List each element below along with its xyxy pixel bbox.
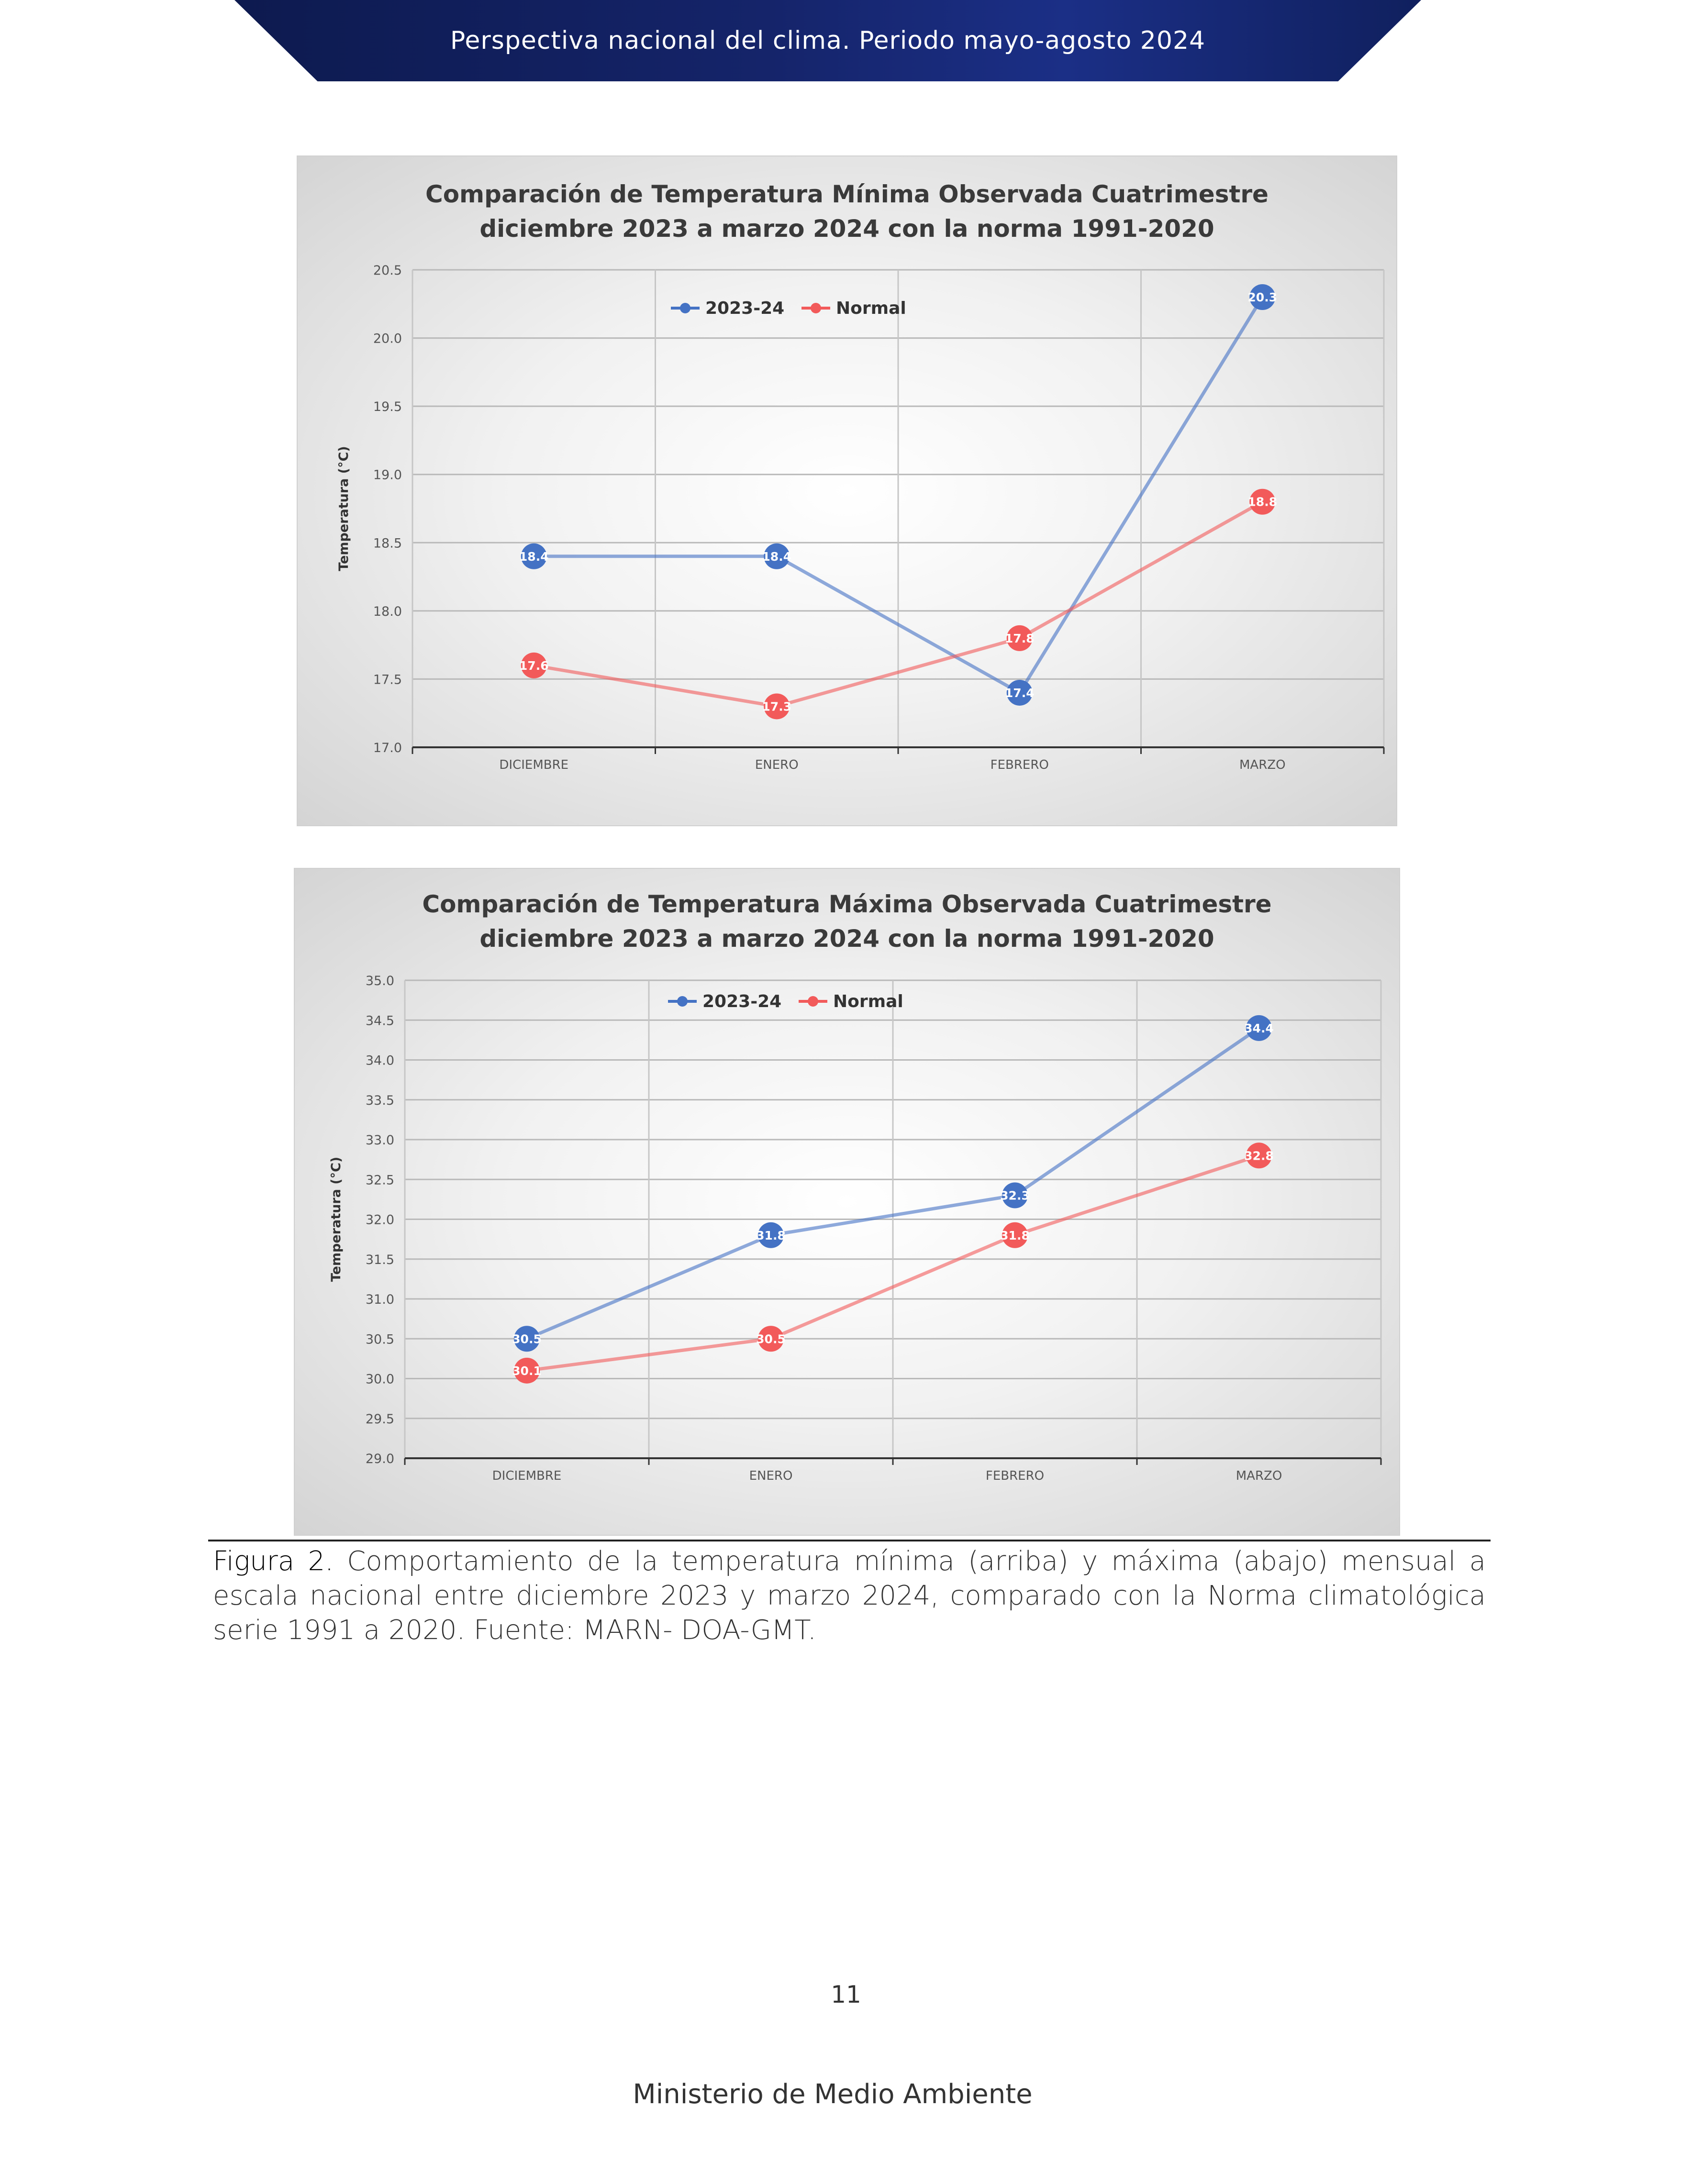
y-tick-label: 17.5 xyxy=(373,672,402,687)
data-label: 34.4 xyxy=(1244,1021,1274,1035)
data-label: 17.4 xyxy=(1004,686,1035,700)
data-label: 31.8 xyxy=(756,1228,786,1242)
chart-min-temperature xyxy=(297,155,1397,826)
data-label: 17.8 xyxy=(1004,631,1035,645)
y-tick-label: 20.5 xyxy=(373,263,402,278)
caption-rule xyxy=(208,1540,1491,1541)
y-tick-label: 20.0 xyxy=(373,331,402,346)
legend-marker xyxy=(808,996,818,1007)
footer-text: Ministerio de Medio Ambiente xyxy=(633,2079,1033,2110)
x-tick-label: MARZO xyxy=(1236,1469,1282,1483)
x-tick-label: ENERO xyxy=(755,758,799,772)
data-label: 30.5 xyxy=(512,1332,542,1346)
y-tick-label: 32.5 xyxy=(365,1173,394,1188)
y-tick-label: 29.0 xyxy=(365,1452,394,1466)
data-label: 32.8 xyxy=(1244,1149,1274,1163)
legend-label: 2023-24 xyxy=(702,992,782,1011)
caption-label: Figura 2. xyxy=(213,1546,334,1577)
y-tick-label: 17.0 xyxy=(373,741,402,755)
caption-text: Comportamiento de la temperatura mínima (arriba) y máxima (abajo) mensual a escala nacional entre diciembre 2023 y marzo 2024, comparado con la Norma climatológica serie 1991 a 2020. Fuente: MARN- DOA-GMT. xyxy=(213,1546,1486,1646)
y-tick-label: 30.0 xyxy=(365,1372,394,1387)
y-tick-label: 18.0 xyxy=(373,604,402,619)
data-label: 32.3 xyxy=(1000,1188,1030,1203)
chart-title-line1: Comparación de Temperatura Mínima Observada Cuatrimestre xyxy=(425,180,1269,208)
chart-max-temperature-plot xyxy=(295,869,1399,1535)
chart-title-line2: diciembre 2023 a marzo 2024 con la norma 1991-2020 xyxy=(479,925,1214,953)
data-label: 30.1 xyxy=(512,1364,542,1378)
y-tick-label: 35.0 xyxy=(365,974,394,988)
figure-caption xyxy=(213,1544,1486,1648)
x-tick-label: DICIEMBRE xyxy=(492,1469,562,1483)
header-title: Perspectiva nacional del clima. Periodo mayo-agosto 2024 xyxy=(450,26,1206,55)
legend-label: Normal xyxy=(836,299,906,318)
chart-min-temperature-plot xyxy=(298,156,1396,825)
page-number: 11 xyxy=(831,1981,861,2008)
y-tick-label: 33.0 xyxy=(365,1133,394,1148)
chart-title-line1: Comparación de Temperatura Máxima Observada Cuatrimestre xyxy=(422,890,1272,918)
y-tick-label: 31.0 xyxy=(365,1292,394,1307)
x-tick-label: MARZO xyxy=(1239,758,1286,772)
y-tick-label: 34.0 xyxy=(365,1053,394,1068)
legend-marker xyxy=(811,303,821,313)
data-label: 31.8 xyxy=(1000,1228,1030,1242)
y-tick-label: 34.5 xyxy=(365,1013,394,1029)
data-label: 30.5 xyxy=(756,1332,786,1346)
x-tick-label: FEBRERO xyxy=(990,758,1049,772)
x-tick-label: FEBRERO xyxy=(985,1469,1045,1483)
chart-max-temperature xyxy=(294,868,1400,1536)
y-axis-label: Temperatura (°C) xyxy=(336,446,351,571)
data-label: 17.3 xyxy=(762,699,792,714)
data-label: 18.4 xyxy=(519,549,549,564)
chart-title-line2: diciembre 2023 a marzo 2024 con la norma 1991-2020 xyxy=(479,215,1214,243)
data-label: 18.8 xyxy=(1247,495,1278,509)
y-tick-label: 32.0 xyxy=(365,1212,394,1228)
legend-marker xyxy=(680,303,690,313)
legend-label: 2023-24 xyxy=(705,299,785,318)
data-label: 18.4 xyxy=(762,549,792,564)
y-tick-label: 18.5 xyxy=(373,536,402,551)
y-tick-label: 33.5 xyxy=(365,1093,394,1108)
y-tick-label: 19.0 xyxy=(373,467,402,483)
y-tick-label: 30.5 xyxy=(365,1332,394,1347)
legend-label: Normal xyxy=(833,992,903,1011)
y-tick-label: 29.5 xyxy=(365,1411,394,1427)
y-axis-label: Temperatura (°C) xyxy=(329,1156,344,1282)
data-label: 17.6 xyxy=(519,658,549,673)
y-tick-label: 19.5 xyxy=(373,399,402,415)
x-tick-label: ENERO xyxy=(749,1469,793,1483)
x-tick-label: DICIEMBRE xyxy=(499,758,569,772)
legend-marker xyxy=(677,996,688,1007)
y-tick-label: 31.5 xyxy=(365,1252,394,1267)
data-label: 20.3 xyxy=(1247,290,1278,305)
